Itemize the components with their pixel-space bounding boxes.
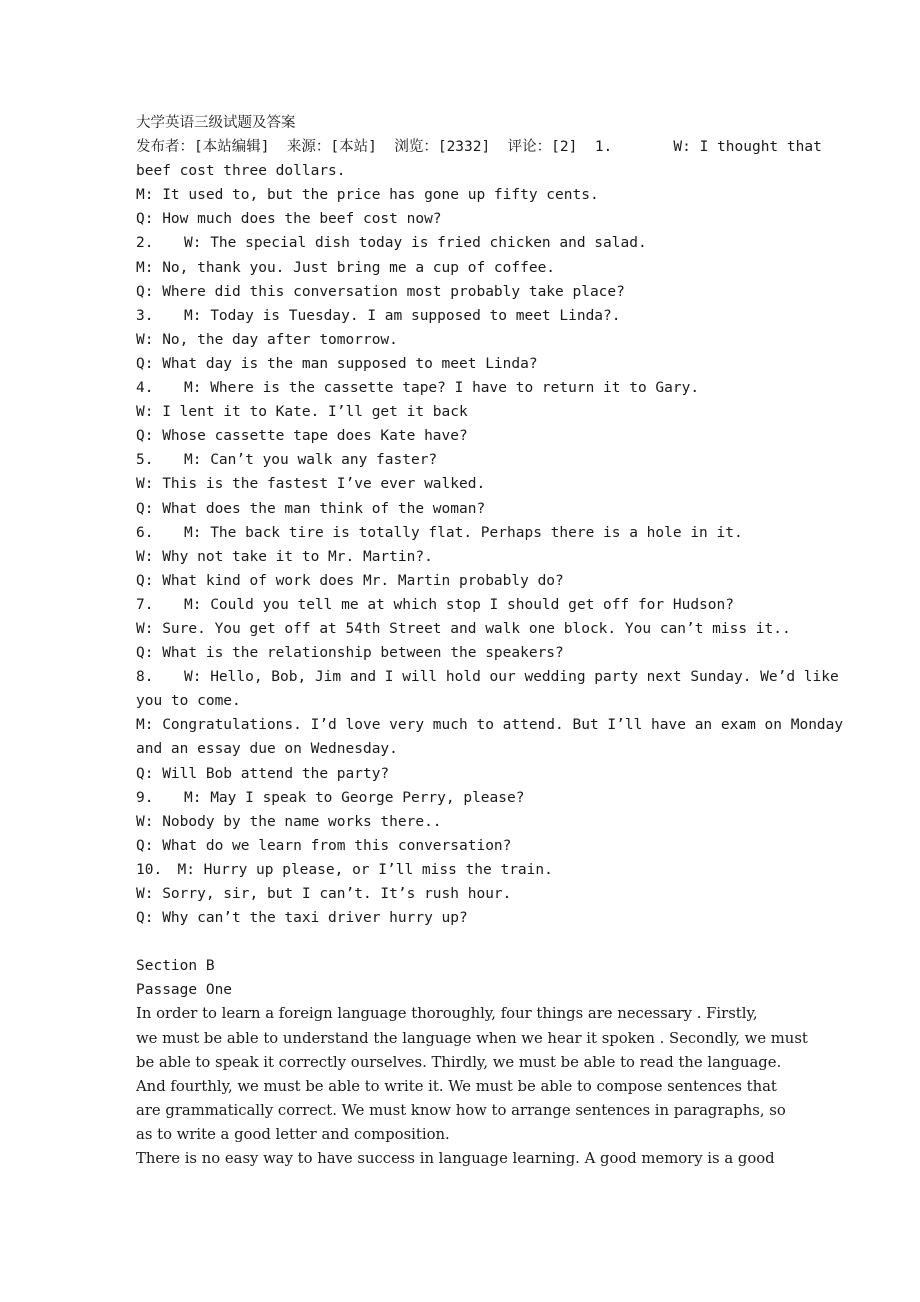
dialogue-text: M: Could you tell me at which stop I should get off for Hudson? bbox=[184, 596, 734, 613]
passage-line: are grammatically correct. We must know how to arrange sentences in paragraphs, so bbox=[136, 1101, 786, 1119]
question-line: Q: What is the relationship between the speakers? bbox=[136, 645, 564, 662]
question-line: Q: What does the man think of the woman? bbox=[136, 500, 486, 517]
dialogue-line: W: I lent it to Kate. I’ll get it back bbox=[136, 404, 468, 421]
dialogue-text: M: Hurry up please, or I’ll miss the train. bbox=[177, 861, 553, 878]
dialogue-line bbox=[136, 448, 836, 472]
dialogue-text: M: Today is Tuesday. I am supposed to meet Linda?. bbox=[184, 307, 621, 324]
section-heading: Section B bbox=[136, 958, 215, 975]
passage-line: And fourthly, we must be able to write it. We must be able to compose sentences that bbox=[136, 1077, 777, 1095]
item-number: 5. bbox=[136, 452, 154, 469]
dialogue-line: you to come. bbox=[136, 693, 241, 710]
question-line: Q: How much does the beef cost now? bbox=[136, 211, 442, 228]
question-line: Q: Where did this conversation most probably take place? bbox=[136, 283, 625, 300]
item-number: 6. bbox=[136, 524, 154, 541]
passage-heading: Passage One bbox=[136, 982, 233, 999]
dialogue-line bbox=[136, 231, 836, 255]
dialogue-line bbox=[136, 304, 836, 328]
dialogue-line: M: It used to, but the price has gone up fifty cents. bbox=[136, 187, 599, 204]
dialogue-line bbox=[136, 376, 836, 400]
passage-line: we must be able to understand the language when we hear it spoken . Secondly, we must bbox=[136, 1029, 808, 1047]
dialogue-line: W: Nobody by the name works there.. bbox=[136, 813, 442, 830]
dialogue-line: W: Sorry, sir, but I can’t. It’s rush hour. bbox=[136, 886, 512, 902]
document-page bbox=[136, 111, 844, 1171]
meta-line: 发布者：[本站编辑] 来源：[本站] 浏览：[2332] 评论：[2] 1. W: I thought that bbox=[136, 139, 822, 156]
dialogue-line: W: This is the fastest I’ve ever walked. bbox=[136, 476, 486, 493]
dialogue-text: W: Hello, Bob, Jim and I will hold our wedding party next Sunday. We’d like bbox=[184, 669, 839, 686]
dialogue-line bbox=[136, 521, 836, 545]
dialogue-text: M: May I speak to George Perry, please? bbox=[184, 789, 525, 806]
dialogue-text: M: Can’t you walk any faster? bbox=[184, 452, 438, 469]
question-line: Q: Whose cassette tape does Kate have? bbox=[136, 428, 468, 445]
passage-line: In order to learn a foreign language thoroughly, four things are necessary . Firstly, bbox=[136, 1005, 758, 1023]
passage-line: as to write a good letter and composition. bbox=[136, 1125, 450, 1143]
item-number: 3. bbox=[136, 307, 154, 324]
item-number: 4. bbox=[136, 380, 154, 397]
dialogue-text: M: Where is the cassette tape? I have to return it to Gary. bbox=[184, 380, 700, 397]
dialogue-text: M: The back tire is totally flat. Perhaps there is a hole in it. bbox=[184, 524, 743, 541]
dialogue-line: and an essay due on Wednesday. bbox=[136, 741, 398, 758]
question-line: Q: Will Bob attend the party? bbox=[136, 765, 390, 782]
dialogue-line: M: No, thank you. Just bring me a cup of coffee. bbox=[136, 259, 556, 276]
dialogue-line: W: Why not take it to Mr. Martin?. bbox=[136, 548, 433, 565]
question-line: Q: What day is the man supposed to meet Linda? bbox=[136, 355, 538, 372]
document-title: 大学英语三级试题及答案 bbox=[136, 115, 296, 131]
dialogue-line: W: No, the day after tomorrow. bbox=[136, 331, 398, 348]
item-number: 7. bbox=[136, 596, 154, 613]
question-line: Q: What kind of work does Mr. Martin probably do? bbox=[136, 572, 564, 589]
dialogue-line bbox=[136, 786, 836, 810]
item-number: 10. bbox=[136, 861, 163, 878]
item-number: 8. bbox=[136, 669, 154, 686]
dialogue-line: W: Sure. You get off at 54th Street and walk one block. You can’t miss it.. bbox=[136, 620, 791, 637]
dialogue-line: beef cost three dollars. bbox=[136, 163, 346, 180]
item-number: 9. bbox=[136, 789, 154, 806]
dialogue-text: W: The special dish today is fried chicken and salad. bbox=[184, 235, 647, 252]
dialogue-line bbox=[136, 593, 836, 617]
passage-line: There is no easy way to have success in language learning. A good memory is a good bbox=[136, 1150, 775, 1168]
dialogue-line: M: Congratulations. I’d love very much to attend. But I’ll have an exam on Monday bbox=[136, 717, 844, 734]
question-line: Q: Why can’t the taxi driver hurry up? bbox=[136, 910, 468, 927]
dialogue-line bbox=[136, 858, 836, 882]
passage-line: be able to speak it correctly ourselves. Thirdly, we must be able to read the language. bbox=[136, 1053, 782, 1071]
question-line: Q: What do we learn from this conversation? bbox=[136, 837, 512, 854]
dialogue-line bbox=[136, 665, 839, 689]
item-number: 2. bbox=[136, 235, 154, 252]
spacer bbox=[136, 930, 836, 954]
